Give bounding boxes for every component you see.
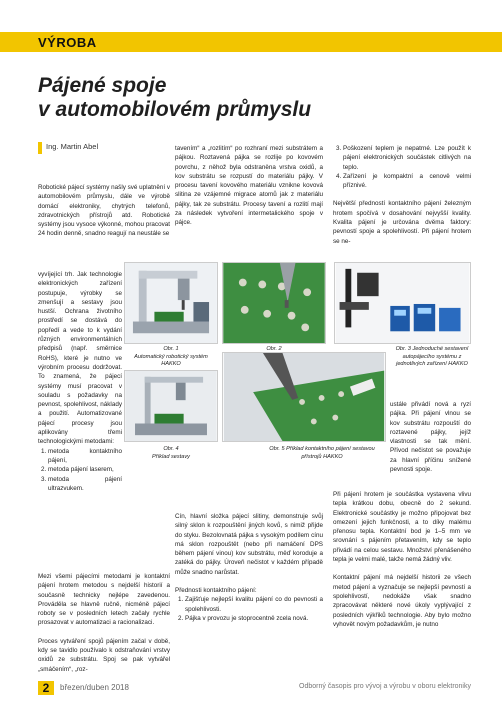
- column2-top: [175, 144, 323, 228]
- figure2-pcb-photo: [222, 262, 326, 344]
- col3-paragraph3: Při pájení hrotem je součástka vystavena vlivu tepla krátkou dobu, obecně do 2 sekund. Elektronické součástky je možno připojovat bez omezení jejich funkčnosti, a to díky malému přenosu tepla. Kontaktní bod je 1–5 mm ve srovnání s pájením přetavením, kdy se teplo přivádí na celou sestavu. Množství přenášeného tepla je velmi malé, takže nemá žádný vliv.: [333, 491, 471, 564]
- col1-paragraph4: Proces vytváření spojů pájením začal v době, kdy se tavidlo používalo k odstraňování vrstvy oxidů ze substrátu. Spoj se pak vytvářel „smáčením“, „roz-: [38, 637, 170, 673]
- col1-paragraph3: Mezi všemi pájecími metodami je kontaktní pájení hrotem metodou s nejdelší historií a současně technicky nejlépe zavedenou. Prováděla se hlavně ručně, nicméně pájecí roboty se v posledních letech začaly rychle prosazovat v automatizaci a racionalizaci.: [38, 573, 170, 627]
- setup-illustration: [125, 371, 217, 441]
- figure4-setup-photo: [124, 370, 218, 442]
- figure4-caption: [124, 446, 218, 461]
- column1-bottom: [38, 572, 170, 674]
- figure1-robot-photo: [124, 262, 218, 344]
- list-item: 2. metoda pájení laserem,: [48, 465, 122, 474]
- col1-methods-list: [48, 447, 122, 493]
- figure1-caption: [124, 346, 218, 369]
- figure3-system-photo: [334, 262, 471, 344]
- pcb-soldering-illustration: [223, 263, 325, 343]
- robot-illustration: [125, 263, 217, 343]
- figure5-caption-text: Obr. 5 Příklad kontaktního pájení sestavou přístrojů HAKKO: [269, 446, 375, 460]
- list-item: 3. Poškození teplem je nepatrné. Lze použít k pájení elektronických součástek citlivých na teplo.: [343, 144, 471, 172]
- col2-paragraph2: Cín, hlavní složka pájecí slitiny, demonstruje svůj silný sklon k rozpouštění jiných kovů, s nimiž přijde do styku. Bezolovnatá pájka s vysokým podílem cínu má sklon rozpouštět (nebo při namáčení DPS během pájení vinou) kov substrátu, měď koroduje a zatéká do pájky. Úroveň nečistot v každém případě může snadno narůstat.: [175, 513, 323, 576]
- article-title-line1: Pájené spoje: [38, 74, 167, 97]
- list-item: 4. Zařízení je kompaktní a cenově velmi příznivé.: [343, 172, 471, 191]
- figure1-caption-text: Obr. 1 Automatický robotický systém HAKKO: [134, 346, 208, 367]
- figure3-caption-text: Obr. 3 Jednoduché sestavení autopájecího systému z jednotlivých zařízení HAKKO: [395, 346, 469, 367]
- list-item: 1. Zajišťuje nejlepší kvalitu pájení co do pevnosti a spolehlivosti.: [185, 595, 323, 614]
- figure4-caption-text: Obr. 4 Příklad sestavy: [152, 446, 190, 460]
- col3-advantages-list: [343, 144, 471, 190]
- list-item: 2. Pájka v provozu je stoprocentně zcela nová.: [185, 614, 323, 623]
- col3-paragraph1: Největší předností kontaktního pájení železným hrotem spočívá v dosahování nejvyšší kvality. Kvalita pájení je určována dvěma faktory: pevností spoje a spolehlivostí. Při pájení hrotem se ne-: [333, 200, 471, 245]
- column3-narrow: [390, 400, 471, 474]
- figure5-soldering-photo: [222, 352, 386, 442]
- col2-advantages-list: [185, 595, 323, 623]
- section-header-bar: [0, 32, 502, 52]
- col2-paragraph3: Přednosti kontaktního pájení:: [175, 587, 257, 595]
- column1-narrow: [38, 270, 122, 493]
- figure2-caption-text: Obr. 2: [266, 346, 282, 352]
- col3-paragraph2: ustále přivádí nová a ryzí pájka. Při pájení vlnou se kov substrátu rozpouští do roztavené pájky, jejíž vlastnosti se tak mění. Přívod nečistot se považuje za hlavní příčinu snížené pevnosti spoje.: [390, 401, 471, 474]
- list-item: 3. metoda pájení ultrazvukem.: [48, 475, 122, 494]
- article-title-line2: v automobilovém průmyslu: [38, 98, 312, 121]
- col2-paragraph1: tavením“ a „rozlitím“ po rozhraní mezi substrátem a pájkou. Roztavená pájka se rozlije po kovovém povrchu, z něhož byla odstraněna vrstva oxidů, a kov substrátu se rozpustí do materiálu pájky. V procesu tavení kovového materiálu vznikne kovová slitina ze vzájemné migrace atomů jak z materiálu pájky, tak ze substrátu. Procesy tavení a rozlití mají za následek vytvoření intermetalického spoje v pájce.: [175, 145, 323, 227]
- author-accent: [38, 142, 42, 154]
- issue-date: březen/duben 2018: [60, 683, 129, 692]
- contact-soldering-illustration: [223, 353, 385, 441]
- column3-bottom: [333, 490, 471, 629]
- autosoldering-system-illustration: [335, 263, 470, 343]
- figure3-caption: [392, 346, 472, 369]
- magazine-tagline: Odborný časopis pro vývoj a výrobu v oboru elektroniky: [299, 683, 471, 690]
- col1-paragraph2: vyvíjející trh. Jak technologie elektronických zařízení postupuje, výrobky se zmenšují a sestavy jsou hustší. Ochrana životního prostředí se dostává do popředí a vede to k vydání různých environmentálních předpisů (např. směrnice RoHS), které je nutno ve výrobním procesu dodržovat. To znamená, že pájecí systémy musí pracovat v souladu s požadavky na pevnost, spolehlivost, náklady a použití. Automatizované pájecí procesy jsou aplikovány třemi technologickými metodami:: [38, 271, 122, 446]
- column2-bottom: [175, 512, 323, 623]
- page-number: 2: [38, 681, 54, 695]
- section-label: VÝROBA: [38, 35, 97, 50]
- figure5-caption: [262, 446, 382, 461]
- article-title: [38, 74, 311, 122]
- column3-top: [333, 144, 471, 246]
- col1-paragraph1: Robotické pájecí systémy našly své uplatnění v automobilovém průmyslu, dále ve výrobě domácí elektroniky, chytrých telefonů, zdravotnických přístrojů atd. Robotické systémy jsou vysoce výkonné, mohou pracovat 24 hodin denně, snadno reagují na neustále se: [38, 184, 170, 238]
- column1-intro: [38, 183, 170, 239]
- col3-paragraph4: Kontaktní pájení má nejdelší historii ze všech metod pájení a vyznačuje se nejlepší pevností a spolehlivostí, nedokáže však snadno zpracovávat některé nové úkoly vyplývající z posledních výkřiků technologie. Aby bylo možno vyhovět novým požadavkům, je nutno: [333, 574, 471, 628]
- list-item: 1. metoda kontaktního pájení,: [48, 447, 122, 466]
- author-name: Ing. Martin Abel: [46, 142, 99, 151]
